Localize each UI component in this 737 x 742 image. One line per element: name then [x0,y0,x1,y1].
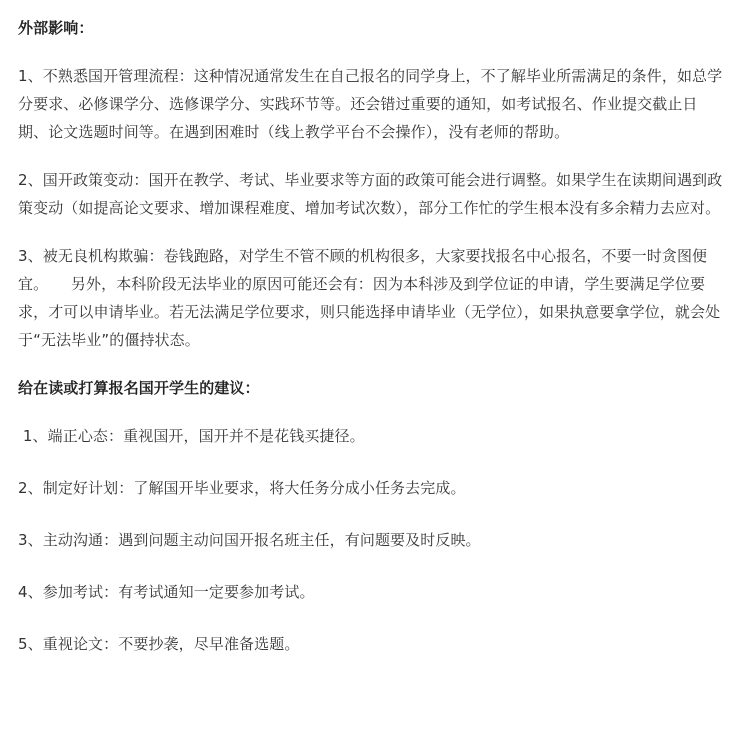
paragraph-item-1: 1、不熟悉国开管理流程：这种情况通常发生在自己报名的同学身上，不了解毕业所需满足的条件，如总学分要求、必修课学分、选修课学分、实践环节等。还会错过重要的通知，如考试报名、作业提交截止日期、论文选题时间等。在遇到困难时（线上教学平台不会操作），没有老师的帮助。 [18,67,723,141]
advice-item-2: 2、制定好计划：了解国开毕业要求，将大任务分成小任务去完成。 [18,479,466,497]
article-body [18,0,726,658]
advice-item-3: 3、主动沟通：遇到问题主动问国开报名班主任，有问题要及时反映。 [18,531,481,549]
paragraph-item-2: 2、国开政策变动：国开在教学、考试、毕业要求等方面的政策可能会进行调整。如果学生在读期间遇到政策变动（如提高论文要求、增加课程难度、增加考试次数），部分工作忙的学生根本没有多余精力去应对。 [18,171,723,217]
advice-item-1: 1、端正心态：重视国开，国开并不是花钱买捷径。 [18,427,365,445]
advice-item-5: 5、重视论文：不要抄袭，尽早准备选题。 [18,635,300,653]
advice-item-4: 4、参加考试：有考试通知一定要参加考试。 [18,583,315,601]
paragraph-item-3: 3、被无良机构欺骗：卷钱跑路，对学生不管不顾的机构很多，大家要找报名中心报名，不要一时贪图便宜。 另外，本科阶段无法毕业的原因可能还会有：因为本科涉及到学位证的申请，学生要满足学位要求，才可以申请毕业。若无法满足学位要求，则只能选择申请毕业（无学位），如果执意要拿学位，就会处于“无法毕业”的僵持状态。 [18,247,721,349]
section-heading-advice: 给在读或打算报名国开学生的建议： [18,379,260,397]
section-heading-external-impact: 外部影响： [18,19,94,37]
